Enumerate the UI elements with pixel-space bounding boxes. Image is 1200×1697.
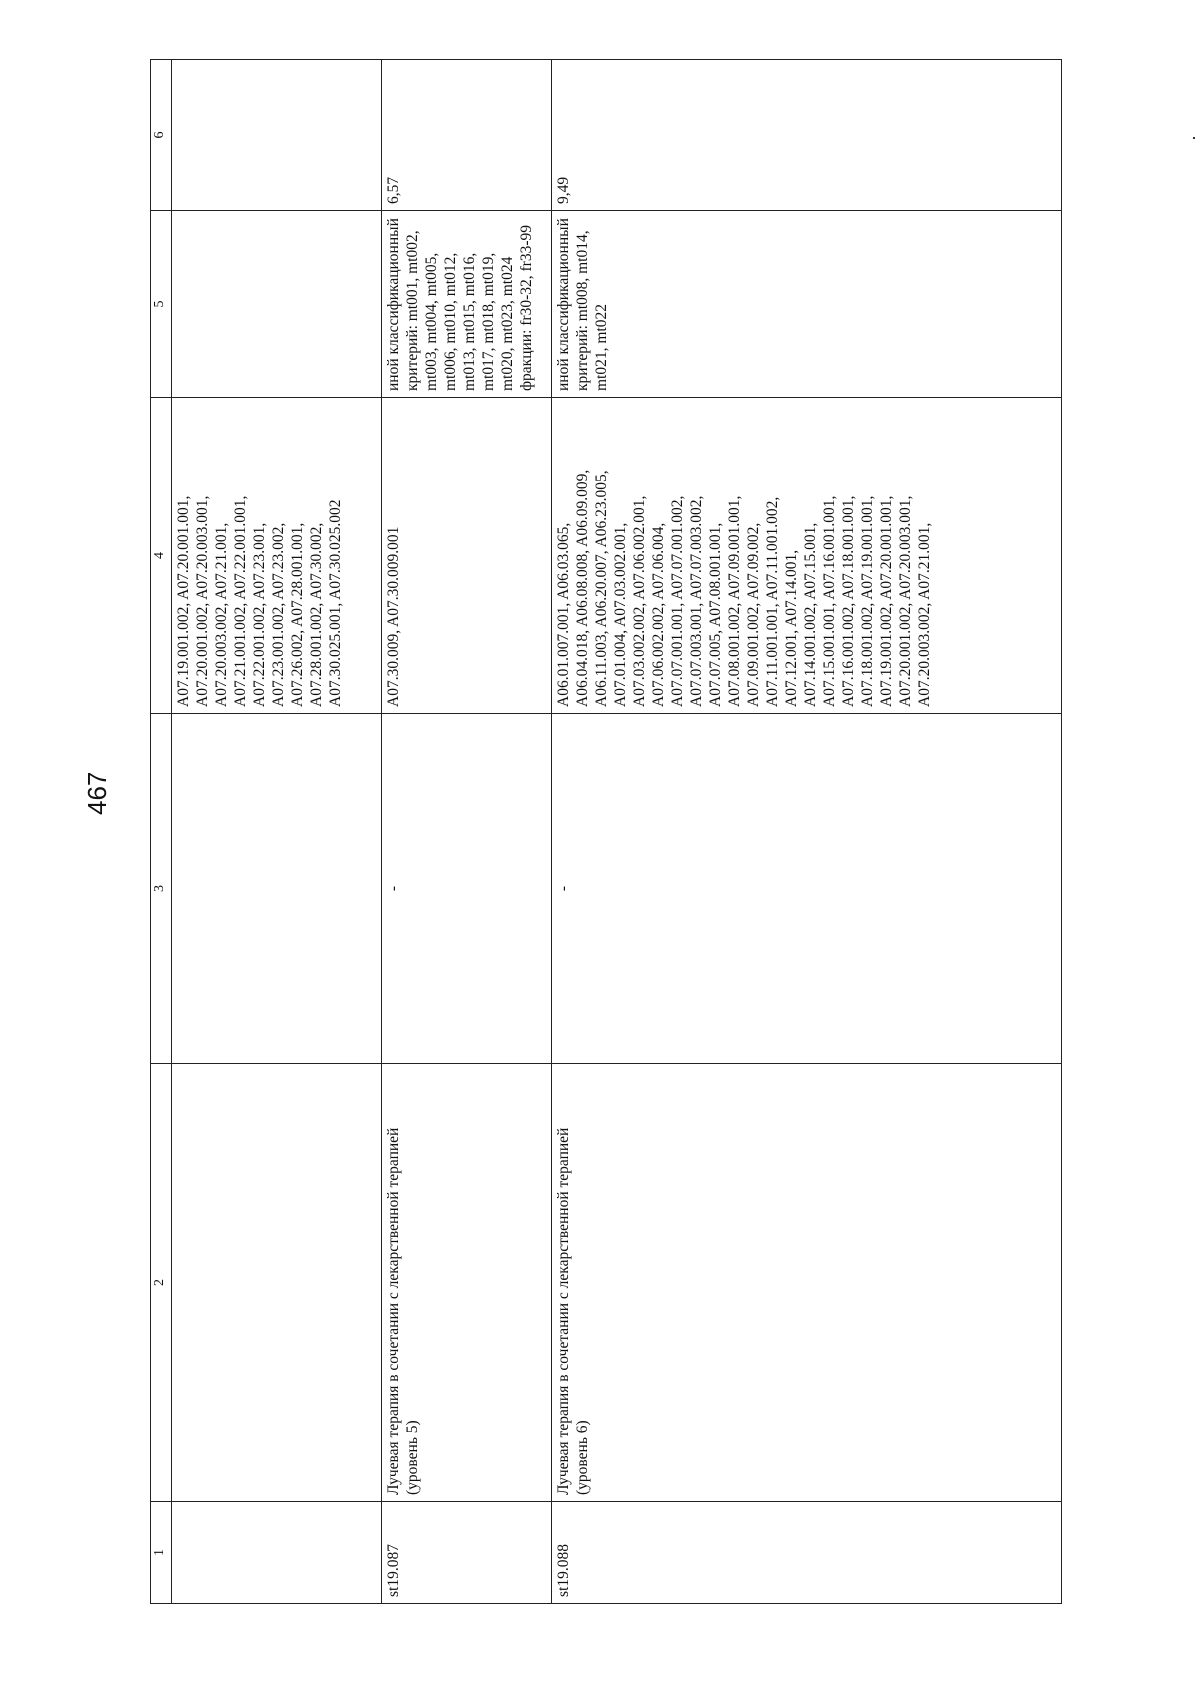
table-row — [552, 60, 1062, 1604]
cell-coef — [172, 60, 382, 211]
table-row — [382, 60, 552, 1604]
cell-criteria: иной классификационный критерий: mt008, mt014, mt021, mt022 — [552, 211, 1062, 398]
cell-code: st19.088 — [552, 1502, 1062, 1604]
table-row — [172, 60, 382, 1604]
cell-codes: A07.30.009, A07.30.009.001 — [382, 398, 552, 714]
header-cell: 1 — [151, 1502, 172, 1604]
cell-name — [172, 1064, 382, 1502]
header-cell: 6 — [151, 60, 172, 211]
header-cell: 3 — [151, 714, 172, 1064]
cell-code — [172, 1502, 382, 1604]
cell-coef: 6,57 — [382, 60, 552, 211]
rotated-table-wrapper — [150, 60, 1062, 1604]
cell-coef: 9,49 — [552, 60, 1062, 211]
cell-name: Лучевая терапия в сочетании с лекарственной терапией (уровень 5) — [382, 1064, 552, 1502]
scan-speck — [1193, 137, 1195, 139]
header-cell: 2 — [151, 1064, 172, 1502]
header-cell: 5 — [151, 211, 172, 398]
cell-code: st19.087 — [382, 1502, 552, 1604]
cell-col3 — [172, 714, 382, 1064]
cell-col3: - — [382, 714, 552, 1064]
cell-codes: A06.01.007.001, A06.03.065, A06.04.018, A06.08.008, A06.09.009, A06.11.003, A06.20.007, A06.23.005, A07.01.004, A07.03.002.001, A07.03.002.002, A07.06.002.001, A07.06.002.002, A07.06.004, A07.07.001.001, A07.07.001.002, A07.07.003.001, A07.07.003.002, A07.07.005, A07.08.001.001, A07.08.001.002, A07.09.001.001, A07.09.001.002, A07.09.002, A07.11.001.001, A07.11.001.002, A07.12.001, A07.14.001, A07.14.001.002, A07.15.001, A07.15.001.001, A07.16.001.001, A07.16.001.002, A07.18.001.001, A07.18.001.002, A07.19.001.001, A07.19.001.002, A07.20.001.001, A07.20.001.002, A07.20.003.001, A07.20.003.002, A07.21.001, — [552, 398, 1062, 714]
cell-criteria — [172, 211, 382, 398]
header-row — [151, 60, 172, 1604]
cell-name: Лучевая терапия в сочетании с лекарственной терапией (уровень 6) — [552, 1064, 1062, 1502]
page-number: 467 — [82, 771, 112, 815]
tariff-table — [150, 59, 1062, 1604]
header-cell: 4 — [151, 398, 172, 714]
cell-criteria: иной классификационный критерий: mt001, mt002, mt003, mt004, mt005, mt006, mt010, mt012, mt013, mt015, mt016, mt017, mt018, mt019, mt020, mt023, mt024 фракции: fr30-32, fr33-99 — [382, 211, 552, 398]
cell-codes: A07.19.001.002, A07.20.001.001, A07.20.001.002, A07.20.003.001, A07.20.003.002, A07.21.001, A07.21.001.002, A07.22.001.001, A07.22.001.002, A07.23.001, A07.23.001.002, A07.23.002, A07.26.002, A07.28.001.001, A07.28.001.002, A07.30.002, A07.30.025.001, A07.30.025.002 — [172, 398, 382, 714]
cell-col3: - — [552, 714, 1062, 1064]
